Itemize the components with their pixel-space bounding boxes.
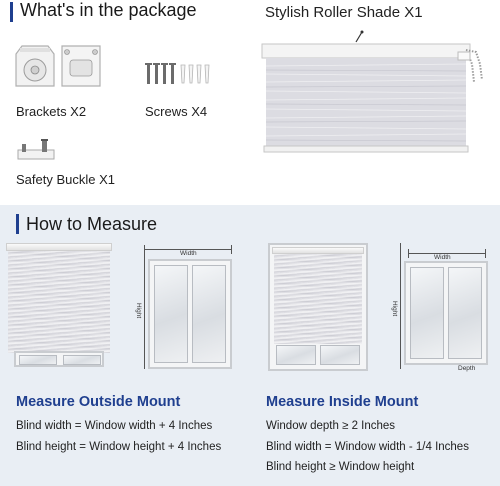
shade-headrail: [262, 44, 470, 58]
screws-image: [145, 62, 213, 86]
package-title: What's in the package: [20, 0, 197, 20]
inside-height-label: Hight: [391, 301, 398, 317]
brackets-label: Brackets X2: [16, 104, 87, 119]
inside-width-formula: Blind width = Window width - 1/4 Inches: [266, 441, 469, 453]
outside-mount-illustration: [6, 243, 112, 369]
inside-mount-illustration: [268, 243, 368, 371]
bracket-left-icon: [16, 46, 54, 86]
outside-window-illustration: [135, 245, 236, 373]
inside-mount-title: Measure Inside Mount: [266, 394, 419, 410]
package-section: [0, 0, 500, 205]
roller-shade-label: Stylish Roller Shade X1: [265, 4, 423, 21]
inside-height-formula: Blind height ≥ Window height: [266, 461, 415, 473]
shade-bottom-rail: [264, 146, 468, 152]
safety-buckle-label: Safety Buckle X1: [16, 172, 115, 187]
safety-buckle-image: [14, 138, 58, 162]
inside-width-label: Width: [434, 254, 451, 261]
outside-height-formula: Blind height = Window height + 4 Inches: [16, 441, 222, 453]
screw-icon: [145, 63, 176, 84]
outside-width-label: Width: [180, 250, 197, 257]
outside-width-formula: Blind width = Window width + 4 Inches: [16, 420, 213, 432]
brackets-image: [12, 40, 104, 90]
screws-label: Screws X4: [145, 104, 208, 119]
bracket-right-icon: [62, 46, 100, 86]
measure-title-bar: [16, 214, 19, 234]
measure-title: How to Measure: [26, 214, 158, 234]
package-title-bar: [10, 2, 13, 22]
wall-anchor-icon: [181, 65, 209, 83]
inside-depth-formula: Window depth ≥ 2 Inches: [266, 420, 396, 432]
shade-wand-icon: [356, 31, 364, 43]
inside-window-illustration: [391, 243, 492, 373]
safety-buckle-icon: [18, 139, 54, 159]
depth-label: Depth: [458, 365, 476, 372]
outside-height-label: Hight: [135, 303, 142, 319]
roller-shade-image: [258, 30, 488, 162]
outside-mount-title: Measure Outside Mount: [16, 394, 181, 410]
measure-section: [0, 205, 500, 486]
